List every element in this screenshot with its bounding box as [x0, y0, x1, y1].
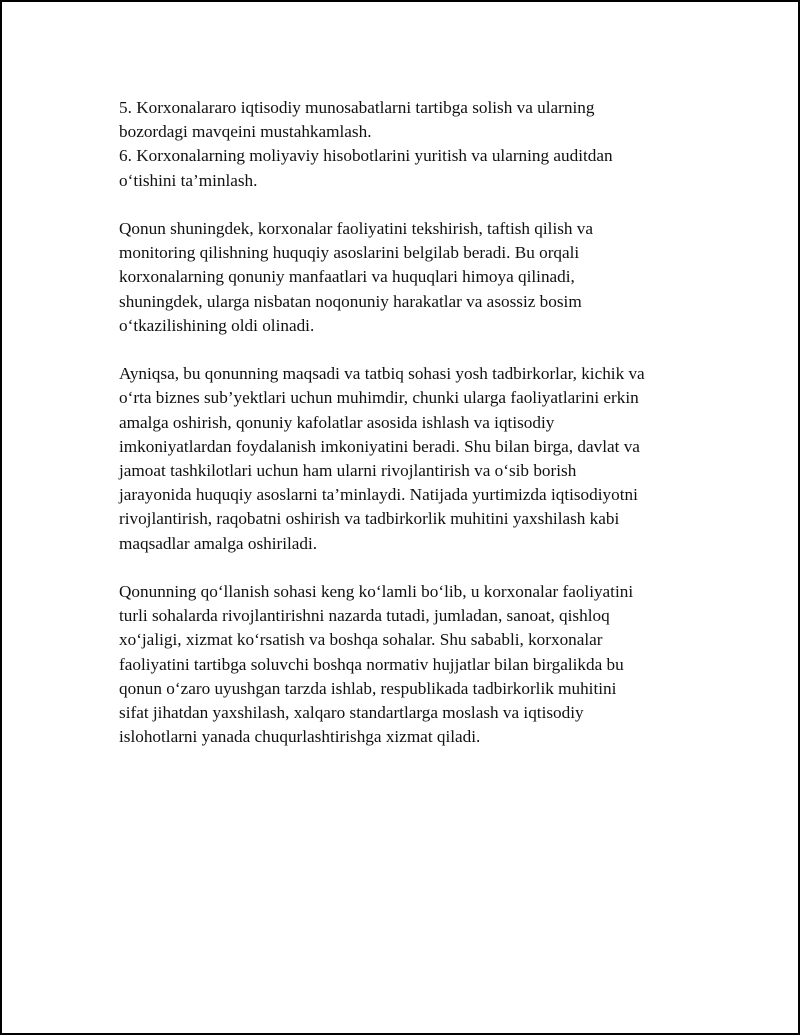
paragraph-line: monitoring qilishning huquqiy asoslarini belgilab beradi. Bu orqali [119, 243, 580, 263]
paragraph-line: imkoniyatlardan foydalanish imkoniyatini beradi. Shu bilan birga, davlat va [119, 436, 640, 456]
paragraph-line: xo‘jaligi, xizmat ko‘rsatish va boshqa sohalar. Shu sababli, korxonalar [119, 630, 603, 650]
paragraph-line: islohotlarni yanada chuqurlashtirishga xizmat qiladi. [119, 727, 481, 747]
paragraph-line: Qonun shuningdek, korxonalar faoliyatini tekshirish, taftish qilish va [119, 219, 594, 238]
paragraph-3 [119, 580, 691, 749]
numbered-list [119, 96, 691, 193]
paragraph-line: jamoat tashkilotlari uchun ham ularni rivojlantirish va o‘sib borish [119, 461, 577, 481]
list-item-5-line-1: 5. Korxonalararo iqtisodiy munosabatlarni tartibga solish va ularning [119, 98, 595, 117]
paragraph-line: faoliyatini tartibga soluvchi boshqa normativ hujjatlar bilan birgalikda bu [119, 654, 624, 674]
paragraph-line: amalga oshirish, qonuniy kafolatlar asosida ishlash va iqtisodiy [119, 412, 555, 432]
paragraph-line: turli sohalarda rivojlantirishni nazarda tutadi, jumladan, sanoat, qishloq [119, 606, 610, 626]
list-item-5-line-2: bozordagi mavqeini mustahkamlash. [119, 122, 372, 142]
paragraph-line: qonun o‘zaro uyushgan tarzda ishlab, respublikada tadbirkorlik muhitini [119, 678, 617, 698]
paragraph-line: sifat jihatdan yaxshilash, xalqaro standartlarga moslash va iqtisodiy [119, 703, 584, 723]
paragraph-line: korxonalarning qonuniy manfaatlari va huquqlari himoya qilinadi, [119, 267, 575, 287]
paragraph-1 [119, 217, 691, 338]
paragraph-line: Qonunning qo‘llanish sohasi keng ko‘lamli bo‘lib, u korxonalar faoliyatini [119, 582, 634, 602]
list-item-6-line-2: o‘tishini ta’minlash. [119, 170, 258, 190]
paragraph-line: o‘tkazilishining oldi olinadi. [119, 315, 315, 335]
paragraph-line: o‘rta biznes sub’yektlari uchun muhimdir, chunki ularga faoliyatlarini erkin [119, 388, 639, 408]
paragraph-line: maqsadlar amalga oshiriladi. [119, 533, 318, 553]
document-body [119, 96, 691, 774]
list-item-6-line-1: 6. Korxonalarning moliyaviy hisobotlarini yuritish va ularning auditdan [119, 146, 613, 166]
paragraph-line: jarayonida huquqiy asoslarni ta’minlaydi. Natijada yurtimizda iqtisodiyotni [119, 485, 638, 505]
paragraph-line: shuningdek, ularga nisbatan noqonuniy harakatlar va asossiz bosim [119, 291, 582, 311]
paragraph-line: rivojlantirish, raqobatni oshirish va tadbirkorlik muhitini yaxshilash kabi [119, 509, 620, 529]
paragraph-2 [119, 362, 691, 556]
paragraph-line: Ayniqsa, bu qonunning maqsadi va tatbiq sohasi yosh tadbirkorlar, kichik va [119, 364, 645, 384]
